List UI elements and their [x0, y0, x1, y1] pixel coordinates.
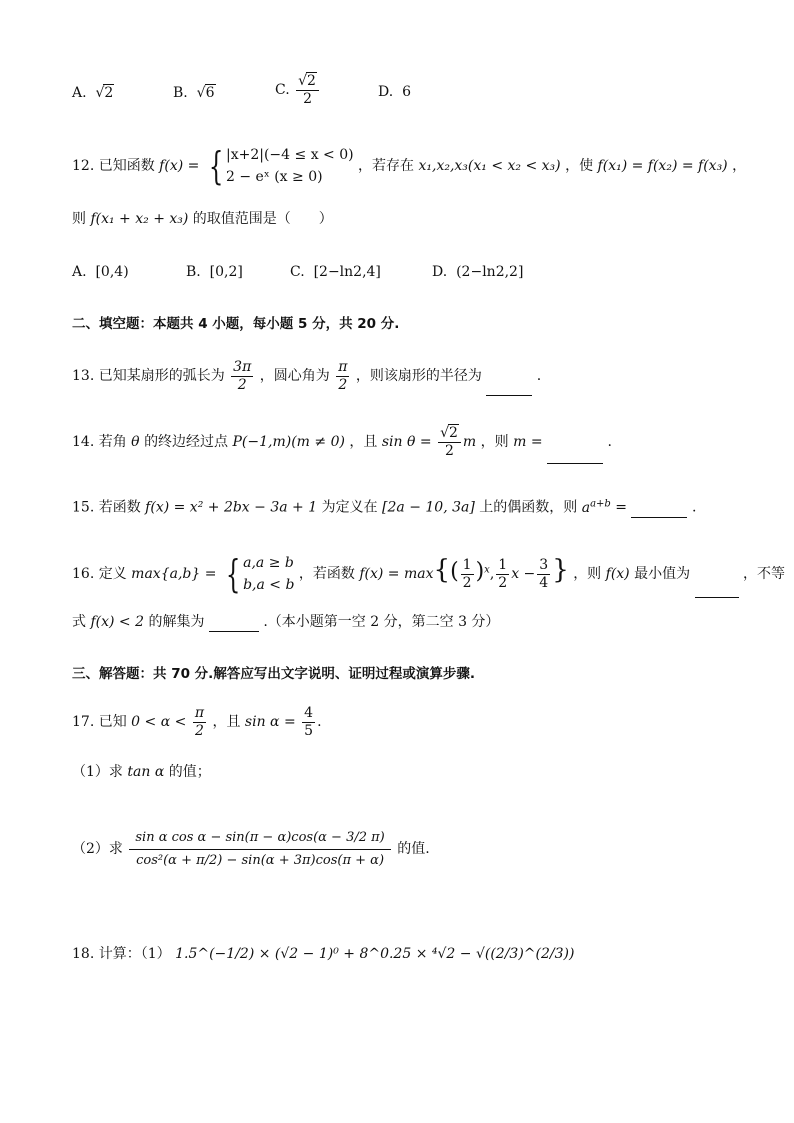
q11-option-a: A. √2: [72, 85, 114, 101]
section-3-heading: 三、解答题：共 70 分.解答应写出文字说明、证明过程或演算步骤.: [72, 666, 475, 682]
numerator: 1: [498, 556, 508, 573]
math-expression: =: [615, 499, 628, 516]
answer-blank[interactable]: [547, 463, 603, 464]
question-text: 的取值范围是（ ）: [192, 211, 333, 227]
question-text: ，且: [212, 714, 241, 730]
question-14: [72, 420, 612, 464]
denominator: 2: [445, 443, 454, 459]
question-number: 18.: [72, 946, 95, 962]
math-expression: [2a − 10, 3a]: [382, 499, 475, 516]
question-18: [72, 944, 574, 964]
q12-option-c: [290, 264, 381, 280]
piecewise-case: 2 − eˣ (x ≥ 0): [226, 169, 323, 185]
math-symbol: ,: [489, 566, 495, 582]
question-number: 13.: [72, 368, 95, 384]
piecewise-function: [204, 144, 354, 188]
function-name: f(x) =: [159, 158, 200, 174]
question-text: 则: [72, 211, 86, 227]
math-expression: f(x) < 2: [90, 614, 144, 630]
numerator: 4: [304, 704, 314, 721]
denominator: 2: [194, 722, 204, 739]
question-text: ，圆心角为: [259, 368, 330, 384]
question-text: 最小值为: [634, 566, 691, 582]
question-text: .: [607, 434, 612, 450]
option-value: [2−ln2,4]: [313, 264, 381, 280]
math-expression: max{a,b} =: [131, 566, 217, 582]
numerator: π: [194, 704, 205, 721]
question-number: 17.: [72, 714, 95, 730]
math-expression: f(x₁) = f(x₂) = f(x₃): [597, 158, 728, 174]
question-text: .（本小题第一空 2 分，第二空 3 分）: [263, 614, 500, 630]
sqrt-value: 6: [205, 85, 215, 101]
option-label: B.: [186, 264, 201, 280]
fraction: [496, 557, 509, 592]
question-13: [72, 356, 541, 396]
fraction: [193, 705, 206, 740]
option-label: B.: [173, 85, 188, 101]
math-expression: f(x) = max: [359, 566, 434, 582]
question-16-line-2: [72, 612, 499, 632]
denominator: 5: [304, 722, 314, 739]
question-text: 定义: [98, 566, 127, 582]
math-expression: f(x): [605, 566, 630, 582]
question-text: 已知某扇形的弧长为: [98, 368, 225, 384]
answer-blank[interactable]: [695, 597, 739, 598]
question-text: 为定义在: [321, 499, 378, 516]
question-text: 计算：（1）: [98, 946, 171, 962]
question-text: 的解集为: [148, 614, 205, 630]
q12-option-a: [72, 264, 129, 280]
answer-blank[interactable]: [209, 631, 259, 632]
power-exponent: x: [484, 564, 490, 576]
option-label: D.: [432, 264, 448, 280]
question-number: 12.: [72, 158, 95, 174]
answer-blank[interactable]: [631, 517, 687, 518]
math-expression: m =: [513, 434, 543, 450]
option-label: A.: [72, 264, 87, 280]
sqrt-value: 2: [104, 85, 114, 101]
denominator: 2: [338, 376, 348, 393]
fraction: [302, 705, 315, 740]
math-expression: f(x₁ + x₂ + x₃): [90, 211, 189, 227]
math-expression: tan α: [127, 764, 165, 780]
math-expression: sin α =: [244, 714, 296, 730]
question-number: 16.: [72, 566, 95, 582]
question-text: ，则该扇形的半径为: [355, 368, 482, 384]
question-text: ，不等: [743, 566, 786, 582]
math-power: [582, 500, 611, 516]
q11-option-d: [378, 84, 411, 100]
question-text: ，使: [565, 158, 594, 174]
question-number: 15.: [72, 499, 95, 516]
question-number: 14.: [72, 434, 95, 450]
math-expression: 0 < α <: [131, 714, 187, 730]
brace-glyph: {: [208, 144, 224, 188]
sqrt-value: 2: [449, 425, 458, 441]
denominator: 2: [462, 574, 472, 591]
q11-option-c: [275, 72, 321, 108]
fraction: [336, 359, 349, 394]
denominator: 4: [539, 574, 549, 591]
option-label: C.: [290, 264, 305, 280]
q12-option-d: [432, 264, 523, 280]
question-text: 若函数: [98, 499, 141, 516]
brace-glyph: {: [225, 552, 241, 596]
math-expression: x −: [511, 566, 536, 582]
question-17-part-1: [72, 762, 211, 782]
numerator: sin α cos α − sin(π − α)cos(α − 3/2 π): [129, 827, 390, 850]
question-12-line-2: [72, 209, 333, 229]
denominator: 2: [498, 574, 508, 591]
power-base: a: [581, 499, 591, 516]
option-value: (2−ln2,2]: [456, 264, 524, 280]
question-text: ，若函数: [298, 566, 355, 582]
question-text: （1）求: [72, 764, 123, 780]
math-symbol: m: [462, 434, 477, 450]
question-text: 若角: [98, 434, 127, 450]
numerator: 1: [462, 556, 472, 573]
question-text: ，则: [573, 566, 602, 582]
sqrt-value: 2: [307, 73, 316, 89]
piecewise-case: b,a < b: [243, 577, 295, 593]
math-expression: P(−1,m)(m ≠ 0): [232, 434, 345, 450]
option-value: [0,4): [95, 264, 129, 280]
option-value: [0,2]: [209, 264, 243, 280]
q12-option-b: [186, 264, 243, 280]
denominator: 2: [303, 91, 312, 107]
denominator: 2: [237, 376, 247, 393]
numerator: π: [338, 358, 348, 375]
math-expression: 1.5^(−1/2) × (√2 − 1)⁰ + 8^0.25 × ⁴√2 − √((2/3)^(2/3)): [175, 946, 575, 962]
question-12-line-1: [72, 144, 746, 188]
question-text: 式: [72, 614, 86, 630]
question-text: 的值；: [168, 764, 211, 780]
question-text: .: [691, 499, 697, 516]
piecewise-case: |x+2|(−4 ≤ x < 0): [226, 147, 354, 163]
question-17-part-2: [72, 818, 430, 880]
question-text: .: [536, 368, 542, 384]
option-label: C.: [275, 82, 290, 98]
question-text: ，: [732, 158, 747, 174]
answer-blank[interactable]: [486, 395, 532, 396]
fraction: $\frac{√2}{2}$: [296, 72, 319, 108]
question-text: 已知: [98, 714, 127, 730]
denominator: cos²(α + π/2) − sin(α + 3π)cos(π + α): [136, 852, 385, 868]
fraction: [231, 359, 253, 394]
fraction: $\frac{√2}{2}$: [438, 424, 461, 460]
question-text: 已知函数: [98, 158, 155, 174]
option-label: D.: [378, 84, 394, 100]
fraction: [129, 827, 390, 872]
section-2-heading: 二、填空题：本题共 4 小题，每小题 5 分，共 20 分.: [72, 316, 400, 332]
question-15: [72, 494, 696, 518]
option-label: A.: [72, 85, 87, 101]
option-value: 6: [402, 84, 412, 100]
math-expression: x₁,x₂,x₃(x₁ < x₂ < x₃): [418, 158, 561, 174]
question-text: （2）求: [72, 841, 123, 857]
math-expression: sin θ =: [381, 434, 432, 450]
question-text: ，且: [349, 434, 378, 450]
fraction: [461, 557, 474, 592]
question-text: .: [317, 714, 322, 730]
fraction: [537, 557, 550, 592]
math-symbol: θ: [131, 434, 140, 450]
numerator: 3: [539, 556, 549, 573]
power-exponent: a+b: [590, 498, 611, 509]
piecewise-case: a,a ≥ b: [243, 555, 294, 571]
question-text: 上的偶函数，则: [479, 499, 578, 516]
math-expression: f(x) = x² + 2bx − 3a + 1: [145, 499, 318, 516]
piecewise-function: [221, 552, 295, 596]
question-text: ，若存在: [358, 158, 415, 174]
question-text: 的值.: [397, 841, 430, 857]
numerator: 3π: [233, 358, 252, 375]
question-17: [72, 702, 322, 742]
q11-option-b: B. √6: [173, 85, 215, 101]
question-text: 的终边经过点: [144, 434, 229, 450]
question-text: ，则: [480, 434, 509, 450]
question-16-line-1: 16. 定义 max{a,b} = { a,a ≥ b b,a < b ，若函数 f(x) = max{( $\frac{1}{2}$ )$^x$, $\frac{1}{2}$ x − $\frac{3}{4}$ } ，则 f(x) 最小值为 ，不等: [72, 552, 786, 596]
